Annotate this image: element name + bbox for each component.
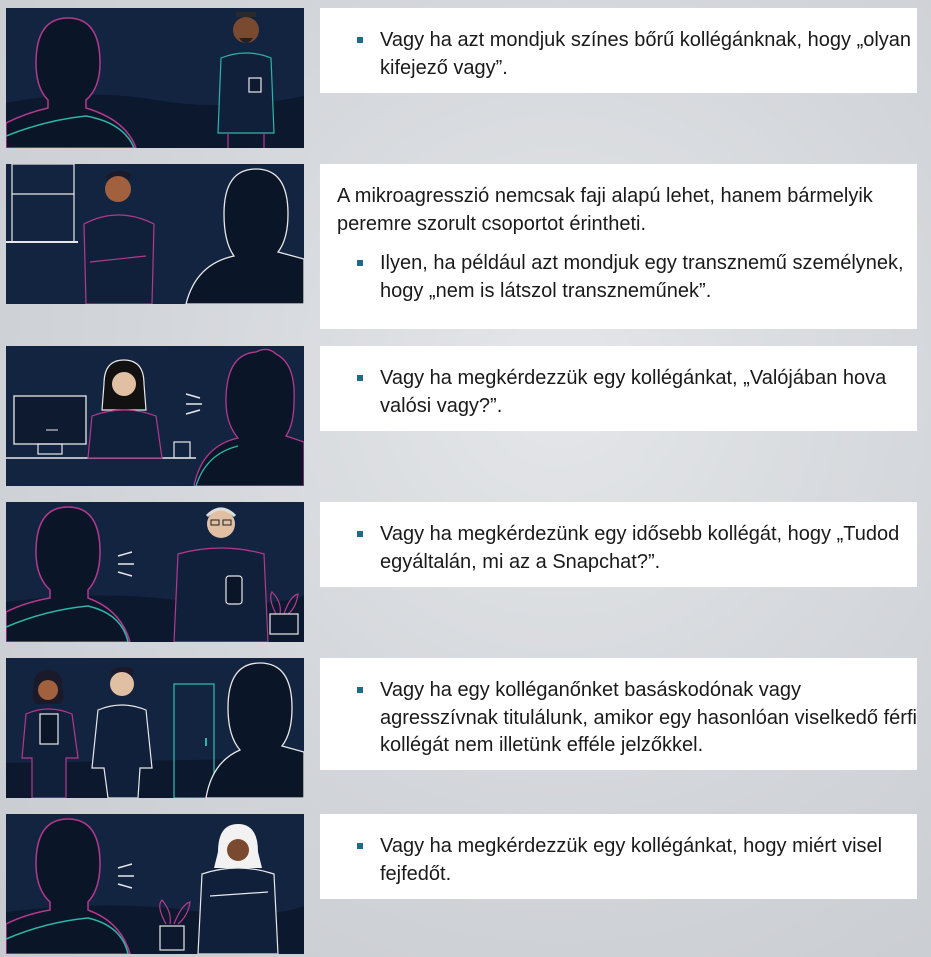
bullet-square-icon (357, 375, 363, 381)
illustration-panel-1 (6, 8, 304, 148)
illustration-panel-2 (6, 164, 304, 304)
bullet-item (320, 365, 917, 420)
text-card-6 (320, 814, 917, 899)
text-card-2 (320, 164, 917, 329)
illustration-two-colleagues (6, 658, 304, 798)
bullet-text: Vagy ha megkérdezünk egy idősebb kollégát, hogy „Tudod egyáltalán, mi az a Snapchat?”. (380, 523, 900, 573)
bullet-square-icon (357, 260, 363, 266)
bullet-text: Ilyen, ha például azt mondjuk egy transznemű személynek, hogy „nem is látszol transzneműnek”. (380, 252, 904, 302)
bullet-text: Vagy ha megkérdezzük egy kollégánkat, hogy miért visel fejfedőt. (380, 835, 883, 885)
bullet-item (320, 521, 917, 576)
illustration-person-with-mug (6, 8, 304, 148)
bullet-item (320, 250, 917, 305)
illustration-panel-6 (6, 814, 304, 954)
bullet-item (320, 27, 917, 82)
bullet-square-icon (357, 37, 363, 43)
bullet-square-icon (357, 843, 363, 849)
bullet-text: Vagy ha azt mondjuk színes bőrű kollégánknak, hogy „olyan kifejező vagy”. (380, 29, 912, 79)
illustration-person-at-desk (6, 346, 304, 486)
text-card-1 (320, 8, 917, 93)
bullet-item (320, 677, 917, 760)
bullet-square-icon (357, 531, 363, 537)
bullet-square-icon (357, 687, 363, 693)
illustration-person-arms-crossed (6, 164, 304, 304)
bullet-text: Vagy ha megkérdezzük egy kollégánkat, „Valójában hova valósi vagy?”. (380, 367, 887, 417)
bullet-item (320, 833, 917, 888)
illustration-person-with-headscarf (6, 814, 304, 954)
intro-text: A mikroagresszió nemcsak faji alapú lehet, hanem bármelyik peremre szorult csoportot érintheti. (337, 185, 873, 235)
text-card-4 (320, 502, 917, 587)
text-card-3 (320, 346, 917, 431)
illustration-panel-4 (6, 502, 304, 642)
illustration-panel-5 (6, 658, 304, 798)
illustration-older-person-with-phone (6, 502, 304, 642)
text-card-5 (320, 658, 917, 770)
illustration-panel-3 (6, 346, 304, 486)
bullet-text: Vagy ha egy kolléganőnket basáskodónak vagy agresszívnak titulálunk, amikor egy hasonlóan viselkedő férfi kollégát nem illetünk efféle jelzőkkel. (380, 679, 917, 756)
